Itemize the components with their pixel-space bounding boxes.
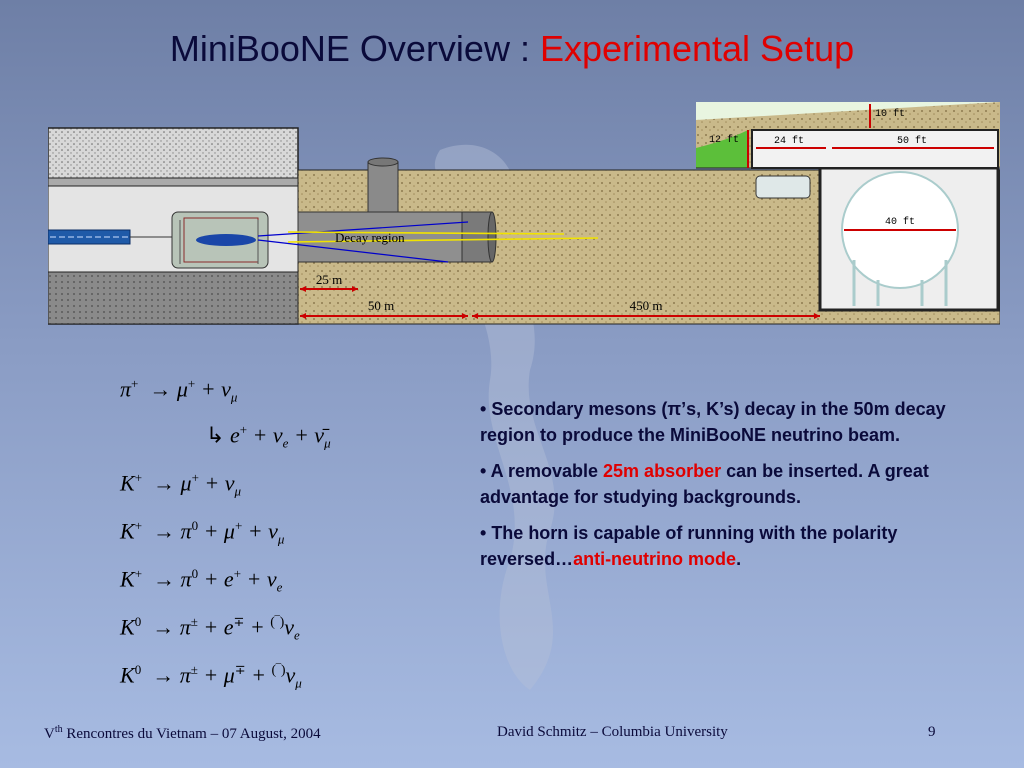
dim-40ft: 40 ft: [884, 217, 916, 228]
title-accent: Experimental Setup: [539, 28, 855, 69]
bullet-2: • A removable 25m absorber can be inserted. A great advantage for studying backgrounds.: [480, 461, 929, 507]
eq-pion-decay: $\pi^+ \to \mu^+ + \nu_\mu$: [120, 376, 238, 405]
bullet-1: • Secondary mesons (π’s, K’s) decay in the 50m decay region to produce the MiniBooNE neutrino beam.: [480, 399, 946, 445]
dim-25m: 25 m: [315, 272, 343, 287]
decay-region-label: Decay region: [335, 230, 405, 245]
bullet-3: • The horn is capable of running with the polarity reversed…anti-neutrino mode.: [480, 523, 898, 569]
eq-kaon-5: $K^0 \to \pi^\pm + \mu^\mp + ^{(‾)}\nu_\mu$: [120, 662, 302, 691]
dim-450m: 450 m: [629, 298, 663, 313]
eq-kaon-2: $K^+ \to \pi^0 + \mu^+ + \nu_\mu$: [120, 518, 285, 547]
slide-title: [0, 28, 1024, 70]
footer-center: David Schmitz – Columbia University: [497, 724, 728, 740]
eq-muon-decay: ↳ $e^+ + \nu_e$ + $\nū_\mu$: [206, 422, 331, 451]
target-hall: [48, 128, 298, 324]
dim-10ft: 10 ft: [874, 109, 906, 120]
dim-50ft: 50 ft: [896, 136, 928, 147]
dim-12ft: 12 ft: [708, 135, 740, 146]
bullet-list: [480, 396, 950, 582]
dim-24ft: 24 ft: [773, 136, 805, 147]
eq-kaon-3: $K^+ \to \pi^0 + e^+ + \nu_e$: [120, 566, 283, 595]
eq-kaon-1: $K^+ \to \mu^+ + \nu_\mu$: [120, 470, 242, 499]
dim-50m: 50 m: [367, 298, 395, 313]
horn-icon: [172, 212, 268, 268]
footer-left: Vth Rencontres du Vietnam – 07 August, 2004: [44, 724, 321, 742]
page-number: 9: [928, 724, 936, 740]
eq-kaon-4: $K^0 \to \pi^\pm + e^\mp + ^{(‾)}\nu_e$: [120, 614, 300, 643]
title-main: MiniBooNE Overview :: [169, 28, 540, 69]
experimental-setup-diagram: [48, 100, 1000, 326]
